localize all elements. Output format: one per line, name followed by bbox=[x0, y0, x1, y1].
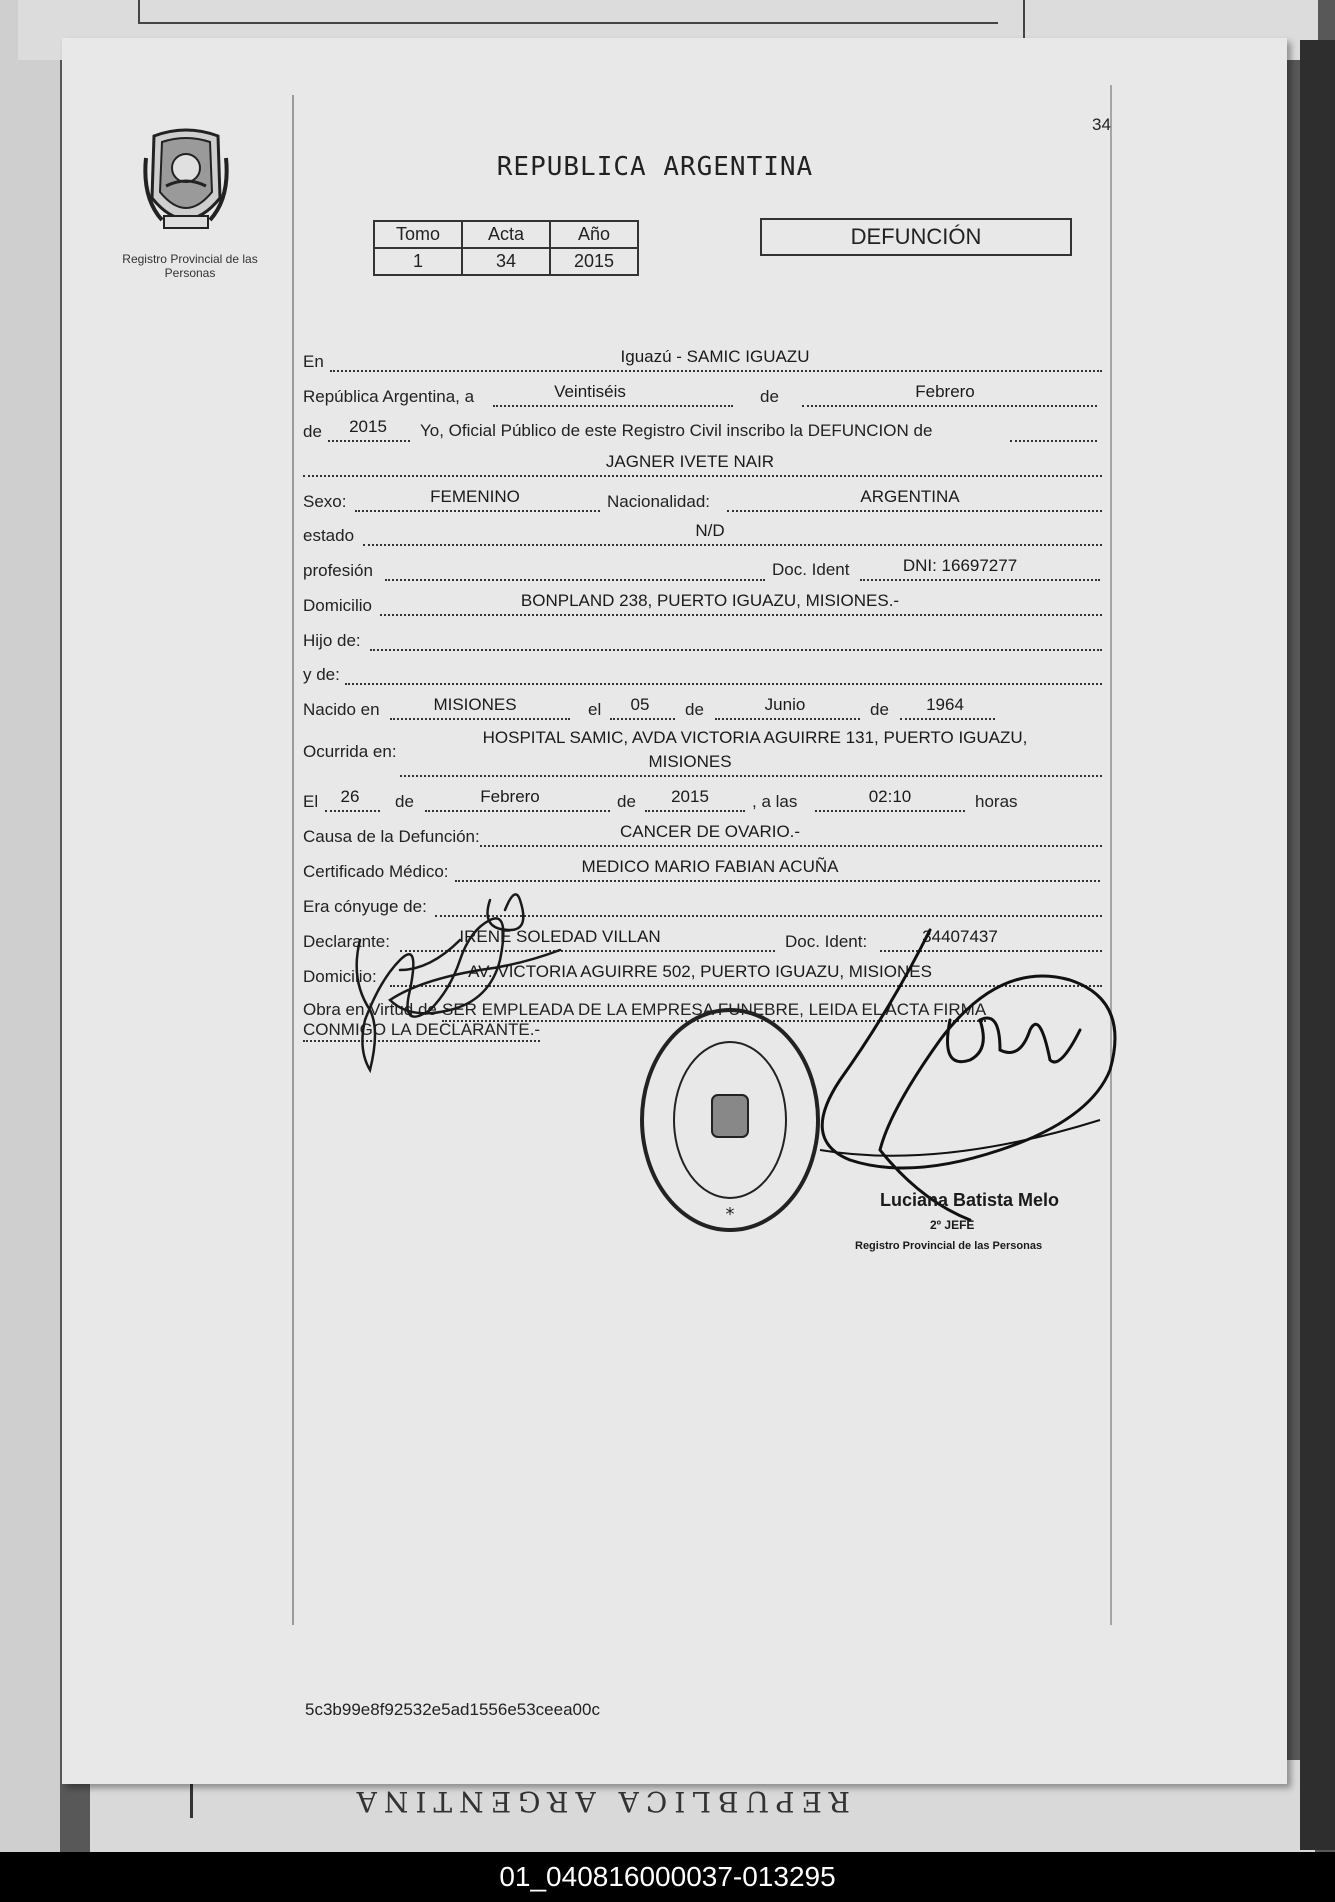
label-nacionalidad: Nacionalidad: bbox=[607, 492, 711, 511]
left-margin-rule bbox=[292, 95, 294, 1625]
label-el-cap: El bbox=[303, 792, 319, 811]
book-value-acta: 34 bbox=[462, 248, 550, 275]
label-domicilio: Domicilio bbox=[303, 596, 372, 615]
label-causa: Causa de la Defunción: bbox=[303, 827, 480, 846]
book-table-value-row bbox=[374, 248, 638, 275]
label-sexo: Sexo: bbox=[303, 492, 347, 511]
value-nacionalidad: ARGENTINA bbox=[860, 487, 960, 506]
underlying-sheet-left bbox=[0, 0, 60, 1852]
label-de-4: de bbox=[870, 700, 889, 719]
value-ocurrida-2: MISIONES bbox=[648, 752, 732, 771]
registry-label: Registro Provincial de las Personas bbox=[122, 252, 258, 280]
value-hora: 02:10 bbox=[868, 787, 912, 806]
value-sexo: FEMENINO bbox=[430, 487, 520, 506]
value-dia: Veintiséis bbox=[554, 382, 626, 401]
underlying-sheet-title: REPUBLICA ARGENTINA bbox=[349, 1785, 850, 1818]
page-shadow bbox=[1300, 40, 1335, 1850]
declarant-signature bbox=[340, 870, 580, 1085]
label-de-3: de bbox=[685, 700, 704, 719]
page-number: 34 bbox=[1092, 115, 1111, 134]
label-conyuge: Era cónyuge de: bbox=[303, 897, 427, 916]
value-estado: N/D bbox=[695, 521, 725, 540]
right-margin-rule bbox=[1110, 85, 1112, 1625]
label-el: el bbox=[588, 700, 602, 719]
label-ocurrida-en: Ocurrida en: bbox=[303, 742, 397, 761]
label-y-de: y de: bbox=[303, 665, 340, 684]
value-declarante-domicilio: AV. VICTORIA AGUIRRE 502, PUERTO IGUAZU, MISIONES bbox=[468, 962, 932, 981]
value-obra-1: SER EMPLEADA DE LA EMPRESA FUNEBRE, LEIDA EL ACTA FIRMA bbox=[442, 1000, 986, 1022]
svg-text:*: * bbox=[725, 1204, 735, 1225]
book-value-anio: 2015 bbox=[550, 248, 638, 275]
value-anio: 2015 bbox=[349, 417, 387, 436]
officer-name: Luciana Batista Melo bbox=[880, 1190, 1060, 1210]
label-certificado: Certificado Médico: bbox=[303, 862, 449, 881]
label-domicilio-2: Domicilio: bbox=[303, 967, 377, 986]
label-estado: estado bbox=[303, 526, 355, 545]
officer-registry: Registro Provincial de las Personas bbox=[855, 1240, 1043, 1252]
document-hash: 5c3b99e8f92532e5ad1556e53ceea00c bbox=[305, 1700, 600, 1719]
label-profesion: profesión bbox=[303, 561, 373, 580]
label-de-6: de bbox=[617, 792, 636, 811]
value-lugar: Iguazú - SAMIC IGUAZU bbox=[620, 347, 810, 366]
value-nacido-mes: Junio bbox=[764, 695, 806, 714]
line-oficial-end bbox=[1010, 422, 1097, 442]
value-declarante-doc: 34407437 bbox=[922, 927, 998, 946]
label-de-2: de bbox=[303, 422, 322, 441]
value-domicilio: BONPLAND 238, PUERTO IGUAZU, MISIONES.- bbox=[520, 591, 900, 610]
label-republica: República Argentina, a bbox=[303, 387, 475, 406]
value-certificado: MEDICO MARIO FABIAN ACUÑA bbox=[581, 857, 839, 876]
footer-id-bar: 01_040816000037-013295 bbox=[0, 1852, 1335, 1902]
value-declarante: IRENE SOLEDAD VILLAN bbox=[459, 927, 661, 946]
label-en: En bbox=[303, 352, 324, 371]
label-nacido-en: Nacido en bbox=[303, 700, 380, 719]
book-table bbox=[373, 220, 639, 276]
value-fecha-anio: 2015 bbox=[671, 787, 709, 806]
line-hijo-de bbox=[370, 631, 1102, 651]
book-header-tomo: Tomo bbox=[374, 221, 462, 248]
label-hijo-de: Hijo de: bbox=[303, 631, 361, 650]
value-fecha-mes: Febrero bbox=[480, 787, 540, 806]
line-profesion bbox=[385, 561, 765, 581]
book-header-anio: Año bbox=[550, 221, 638, 248]
value-nacido-dia: 05 bbox=[630, 695, 650, 714]
coat-of-arms-icon bbox=[140, 128, 232, 238]
label-de-1: de bbox=[760, 387, 779, 406]
value-nacido-anio: 1964 bbox=[926, 695, 964, 714]
label-a-las: , a las bbox=[752, 792, 798, 811]
value-causa: CANCER DE OVARIO.- bbox=[619, 822, 801, 841]
value-obra-2: CONMIGO LA DECLARANTE.- bbox=[303, 1020, 540, 1042]
value-nacido-lugar: MISIONES bbox=[433, 695, 517, 714]
officer-signature bbox=[740, 920, 1140, 1230]
value-ocurrida-1: HOSPITAL SAMIC, AVDA VICTORIA AGUIRRE 131, PUERTO IGUAZU, bbox=[482, 728, 1028, 747]
label-doc-ident: Doc. Ident bbox=[772, 560, 850, 579]
label-doc-ident-2: Doc. Ident: bbox=[785, 932, 868, 951]
book-table-header-row bbox=[374, 221, 638, 248]
label-de-5: de bbox=[395, 792, 414, 811]
value-nombre: JAGNER IVETE NAIR bbox=[605, 452, 775, 471]
officer-title: 2º JEFE bbox=[930, 1218, 975, 1232]
page-title: REPUBLICA ARGENTINA bbox=[496, 152, 814, 182]
label-obra: Obra en Virtud de bbox=[303, 1000, 437, 1019]
book-value-tomo: 1 bbox=[374, 248, 462, 275]
label-oficial: Yo, Oficial Público de este Registro Civil inscribo la DEFUNCION de bbox=[420, 421, 933, 440]
value-doc-ident: DNI: 16697277 bbox=[902, 556, 1018, 575]
label-declarante: Declarante: bbox=[303, 932, 390, 951]
label-horas: horas bbox=[975, 792, 1018, 811]
value-mes: Febrero bbox=[915, 382, 975, 401]
book-header-acta: Acta bbox=[462, 221, 550, 248]
line-y-de bbox=[345, 665, 1102, 685]
act-type-box: DEFUNCIÓN bbox=[760, 218, 1072, 256]
line-ocurrida bbox=[400, 757, 1102, 777]
value-fecha-dia: 26 bbox=[340, 787, 360, 806]
